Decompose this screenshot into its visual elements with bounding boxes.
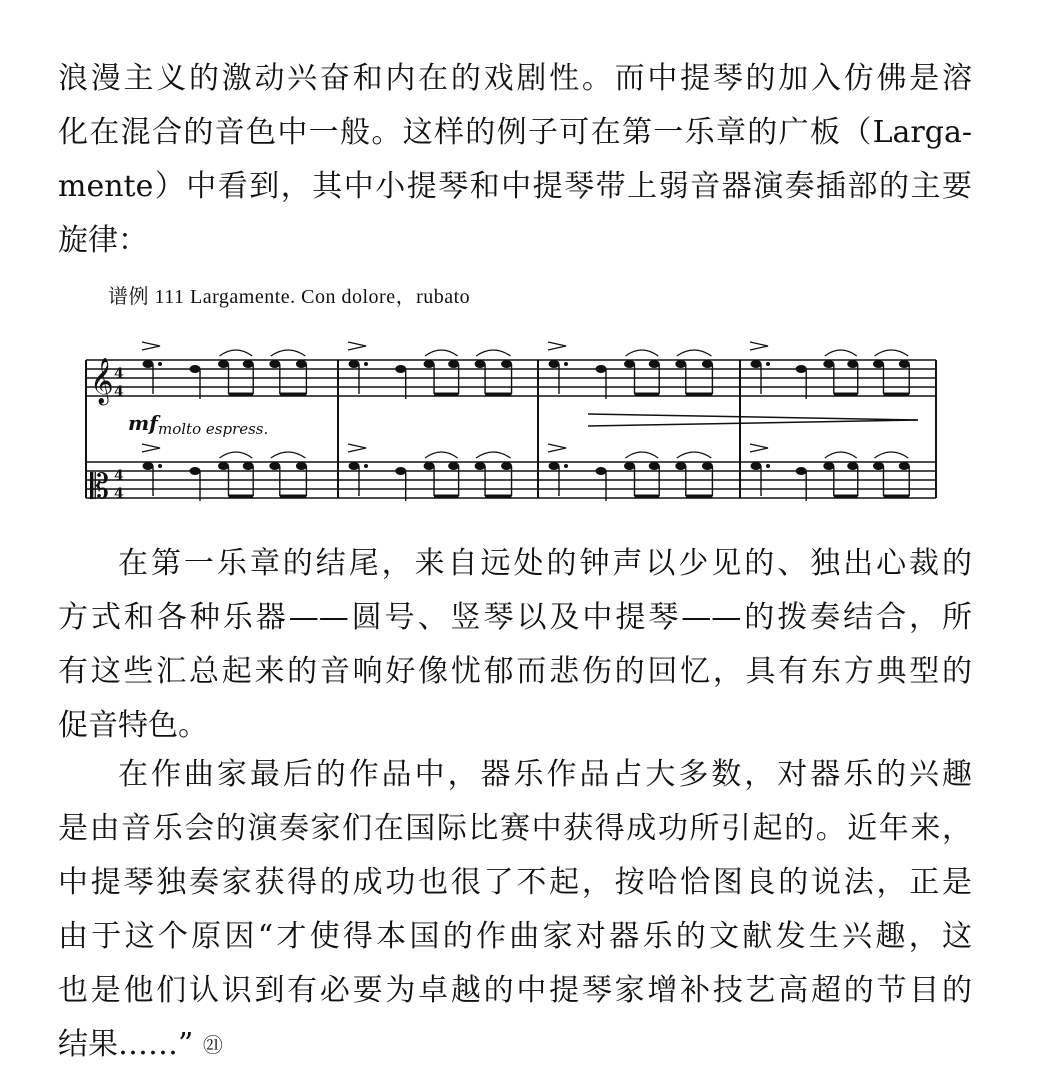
note-mark — [143, 462, 154, 470]
note-mark — [702, 462, 713, 470]
paragraph-3 — [58, 748, 972, 1072]
note-mark — [143, 360, 154, 368]
note-mark — [142, 342, 160, 350]
text-fragment: 结果……” — [58, 1027, 194, 1062]
text-line-final — [58, 1018, 972, 1072]
note-mark — [425, 350, 458, 356]
note-mark — [750, 342, 768, 350]
note-mark — [702, 360, 713, 368]
note-mark — [873, 360, 884, 368]
note-mark — [395, 467, 406, 475]
note-mark — [364, 464, 368, 468]
note-mark — [218, 360, 229, 368]
note-mark — [549, 462, 560, 470]
note-mark — [448, 360, 459, 368]
time-signature: 4 — [114, 366, 124, 382]
note-mark — [751, 462, 762, 470]
note-mark — [501, 462, 512, 470]
note-mark — [548, 444, 566, 452]
paragraph-1 — [58, 52, 972, 268]
text-line: 由于这个原因“才使得本国的作曲家对器乐的文献发生兴趣，这 — [58, 919, 972, 954]
time-signature: 4 — [114, 468, 124, 484]
note-mark — [624, 462, 635, 470]
paragraph-2 — [58, 537, 972, 753]
text-line: 在第一乐章的结尾，来自远处的钟声以少见的、独出心裁的 — [118, 546, 972, 581]
note-mark — [476, 452, 510, 458]
note-mark — [218, 462, 229, 470]
text-line: 促音特色。 — [58, 708, 208, 743]
time-signature: 4 — [114, 384, 124, 400]
decrescendo-hairpin — [588, 414, 918, 426]
expression-marking: molto espress. — [158, 420, 269, 438]
note-mark — [874, 452, 908, 458]
note-mark — [847, 462, 858, 470]
note-mark — [271, 452, 306, 458]
text-line: 也是他们认识到有必要为卓越的中提琴家增补技艺高超的节目的 — [58, 973, 972, 1008]
note-mark — [424, 462, 435, 470]
note-mark — [142, 444, 160, 452]
note-mark — [348, 342, 366, 350]
note-mark — [796, 467, 807, 475]
note-mark — [626, 452, 659, 458]
note-mark — [269, 462, 280, 470]
note-mark — [766, 362, 770, 366]
note-mark — [874, 350, 908, 356]
note-mark — [596, 365, 607, 373]
note-mark — [825, 452, 857, 458]
text-line: 是由音乐会的演奏家们在国际比赛中获得成功所引起的。近年来， — [58, 811, 972, 846]
text-line: mente）中看到，其中小提琴和中提琴带上弱音器演奏插部的主要 — [58, 169, 972, 204]
dynamic-marking: mf — [128, 411, 158, 435]
note-mark — [364, 362, 368, 366]
note-mark — [475, 462, 486, 470]
note-mark — [395, 365, 406, 373]
note-mark — [626, 350, 659, 356]
note-mark — [796, 365, 807, 373]
note-mark — [448, 462, 459, 470]
note-mark — [823, 360, 834, 368]
alto-clef-icon: 𝄡 — [90, 467, 109, 507]
note-mark — [899, 462, 910, 470]
note-mark — [475, 360, 486, 368]
note-mark — [649, 462, 660, 470]
note-mark — [158, 362, 162, 366]
note-mark — [677, 350, 712, 356]
note-mark — [243, 462, 254, 470]
treble-clef-icon: 𝄞 — [90, 358, 114, 404]
text-line: 旋律： — [58, 223, 148, 258]
text-line: 有这些汇总起来的音响好像忧郁而悲伤的回忆，具有东方典型的 — [58, 654, 972, 689]
text-line: 化在混合的音色中一般。这样的例子可在第一乐章的广板（Larga- — [58, 115, 972, 150]
note-mark — [348, 444, 366, 452]
note-mark — [548, 342, 566, 350]
note-mark — [501, 360, 512, 368]
note-mark — [823, 462, 834, 470]
note-mark — [751, 360, 762, 368]
note-mark — [899, 360, 910, 368]
note-mark — [564, 464, 568, 468]
note-mark — [220, 452, 253, 458]
note-mark — [158, 464, 162, 468]
note-mark — [750, 444, 768, 452]
note-mark — [675, 462, 686, 470]
note-mark — [349, 462, 360, 470]
note-mark — [675, 360, 686, 368]
footnote-marker: ㉑ — [202, 1033, 223, 1057]
note-mark — [269, 360, 280, 368]
note-mark — [476, 350, 510, 356]
text-line: 方式和各种乐器——圆号、竖琴以及中提琴——的拨奏结合，所 — [58, 600, 972, 635]
note-mark — [766, 464, 770, 468]
note-mark — [271, 350, 306, 356]
music-score — [78, 318, 940, 508]
note-mark — [296, 462, 307, 470]
note-mark — [425, 452, 458, 458]
note-mark — [677, 452, 712, 458]
note-mark — [873, 462, 884, 470]
note-mark — [649, 360, 660, 368]
text-line: 在作曲家最后的作品中，器乐作品占大多数，对器乐的兴趣 — [118, 757, 972, 792]
note-mark — [847, 360, 858, 368]
note-mark — [564, 362, 568, 366]
music-example-caption: 谱例 111 Largamente. Con dolore，rubato — [108, 286, 471, 308]
note-mark — [424, 360, 435, 368]
note-mark — [243, 360, 254, 368]
text-line: 中提琴独奏家获得的成功也很了不起，按哈恰图良的说法，正是 — [58, 865, 972, 900]
note-mark — [596, 467, 607, 475]
note-mark — [296, 360, 307, 368]
note-mark — [190, 365, 201, 373]
note-mark — [220, 350, 253, 356]
note-mark — [825, 350, 857, 356]
note-mark — [549, 360, 560, 368]
text-line: 浪漫主义的激动兴奋和内在的戏剧性。而中提琴的加入仿佛是溶 — [58, 61, 972, 96]
time-signature: 4 — [114, 486, 124, 502]
note-mark — [349, 360, 360, 368]
note-mark — [624, 360, 635, 368]
note-mark — [190, 467, 201, 475]
